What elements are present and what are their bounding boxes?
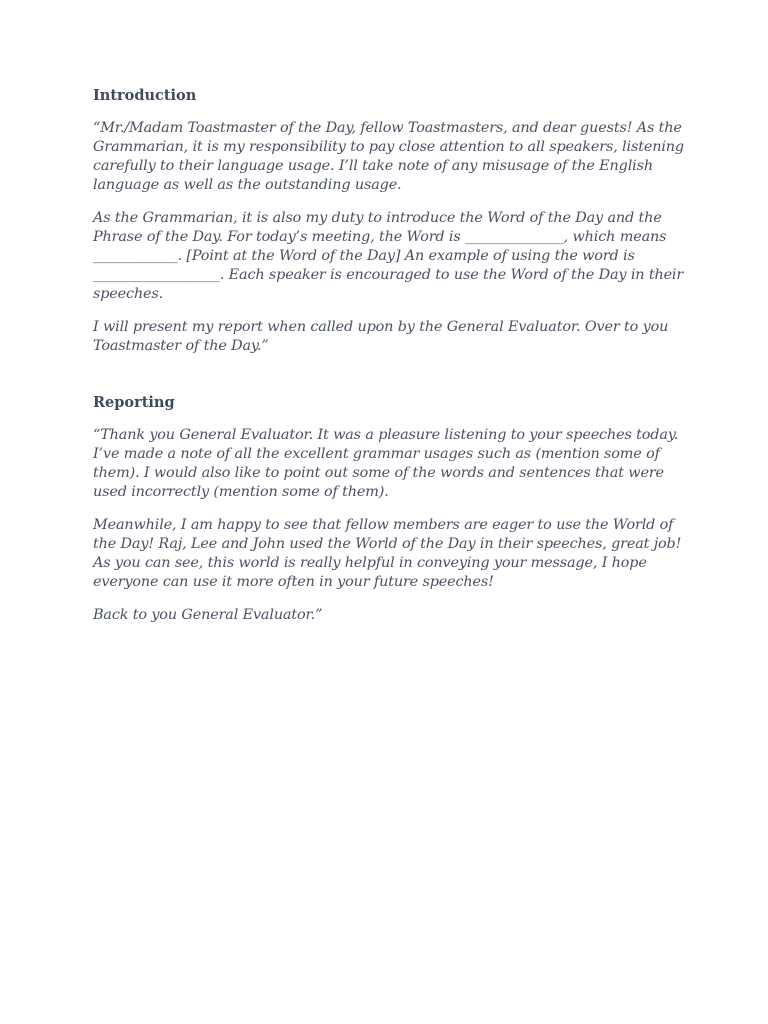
- reporting-paragraph-1: “Thank you General Evaluator. It was a pleasure listening to your speeches today. I’ve made a note of all the excellent grammar usages such as (mention some of them). I would also like to point out some of the words and sentences that were used incorrectly (mention some of them).: [93, 427, 679, 500]
- introduction-paragraph-2: As the Grammarian, it is also my duty to introduce the Word of the Day and the Phrase of the Day. For today’s meeting, the Word is ______________, which means ____________. [Point at the Word of the Day] An example of using the word is __________________. Each speaker is encouraged to use the Word of the Day in their speeches.: [93, 210, 684, 302]
- document-body: [93, 85, 688, 639]
- introduction-heading: Introduction: [93, 87, 197, 104]
- reporting-heading: Reporting: [93, 394, 175, 411]
- introduction-paragraph-1: “Mr./Madam Toastmaster of the Day, fellow Toastmasters, and dear guests! As the Grammarian, it is my responsibility to pay close attention to all speakers, listening carefully to their language usage. I’ll take note of any misusage of the English language as well as the outstanding usage.: [93, 120, 684, 193]
- introduction-paragraph-3: I will present my report when called upon by the General Evaluator. Over to you Toastmaster of the Day.”: [93, 319, 669, 354]
- reporting-paragraph-3: Back to you General Evaluator.”: [93, 607, 323, 623]
- reporting-paragraph-2: Meanwhile, I am happy to see that fellow members are eager to use the World of the Day! Raj, Lee and John used the World of the Day in their speeches, great job! As you can see, this world is really helpful in conveying your message, I hope everyone can use it more often in your future speeches!: [93, 517, 682, 590]
